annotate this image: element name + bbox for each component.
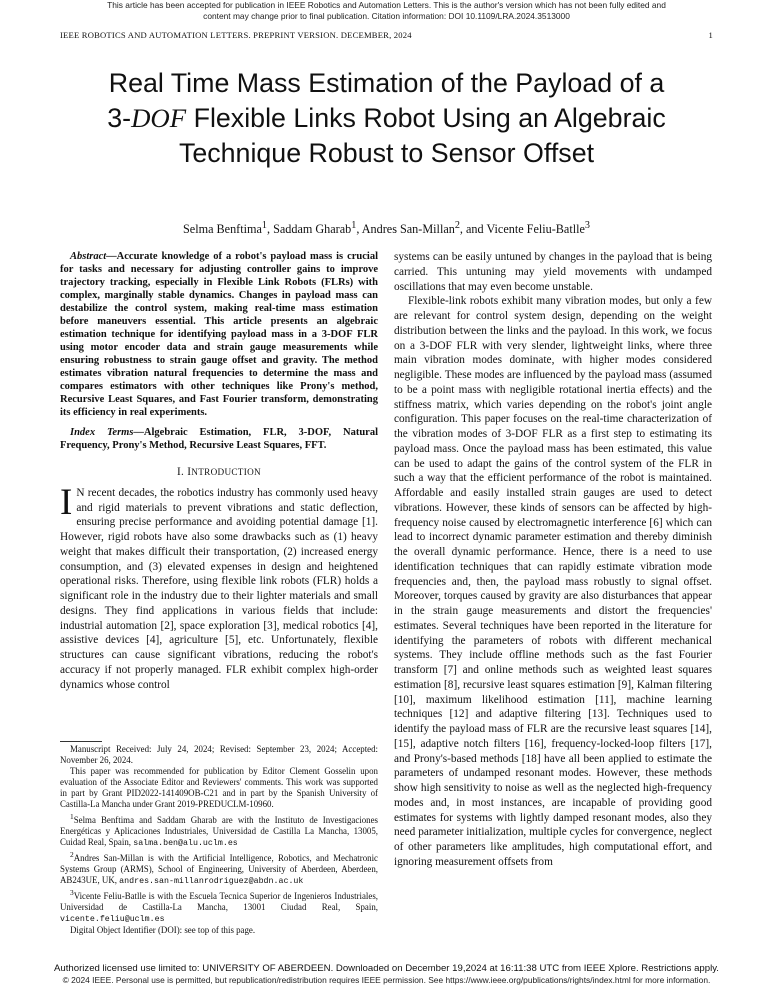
author-name: Vicente Feliu-Batlle [486, 222, 585, 237]
title-line-1: Real Time Mass Estimation of the Payload of a [108, 68, 665, 98]
paper-title [60, 66, 713, 171]
author-affiliation-mark: 2 [454, 220, 460, 231]
title-dof-math: DOF [131, 103, 187, 133]
drop-cap: I [60, 481, 73, 523]
author-list: Selma Benftima$^1$, Saddam Gharab$^1$, Andres San-Millan$^2$, and Vicente Feliu-Batlle$^3$ [183, 220, 590, 237]
footnote-doi: Digital Object Identifier (DOI): see top of this page. [70, 925, 256, 936]
author-affiliation-mark: 3 [584, 220, 590, 231]
footnotes [60, 744, 378, 936]
publication-notice [0, 0, 773, 22]
section-title-rest: NTRODUCTION [191, 467, 261, 477]
abstract-label: Abstract [70, 251, 107, 262]
footnote-mark: 1 [70, 811, 74, 821]
author-name: Andres San-Millan [361, 222, 455, 237]
running-head [60, 30, 713, 40]
title-line-2-prefix: 3- [107, 103, 132, 133]
affiliation-text: Andres San-Millan is with the Artificial Intelligence, Robotics, and Mechatronic Systems Group (ARMS), School of Engineering, University of Aberdeen, Aberdeen, AB243UE, UK, [60, 852, 378, 885]
index-terms-text: —Algebraic Estimation, FLR, 3-DOF, Natural Frequency, Prony's Method, Recursive Least Squares, FFT. [60, 427, 378, 451]
copyright-notice: © 2024 IEEE. Personal use is permitted, but republication/redistribution requires IEEE permission. See https://www.ieee.org/publications/rights/index.html for more information. [62, 975, 711, 985]
notice-line-2: content may change prior to final publication. Citation information: DOI 10.1109/LRA.2024.3513000 [203, 11, 570, 21]
author-name: Saddam Gharab [273, 222, 352, 237]
intro-paragraph [60, 481, 378, 693]
page-number: 1 [708, 30, 713, 40]
author-affiliation-mark: 1 [261, 220, 267, 231]
abstract-text: —Accurate knowledge of a robot's payload mass is crucial for tasks and necessary for adjusting controller gains to improve trajectory tracking, especially in Flexible Link Robots (FLRs) with complex, marginally stable dynamics. Changes in payload mass can destabilize the control system, making real-time mass estimation before maneuvers essential. This article presents an algebraic estimation technique for identifying payload mass in a 3-DOF FLR using motor encoder data and strain gauge measurements while ensuring robustness to strain gauge offset and gravity. The method estimates vibration natural frequencies to determine the mass and compares estimators with other techniques like Prony's method, Recursive Least Squares, and Fast Fourier transform, demonstrating its efficiency in real experiments. [60, 251, 378, 418]
footnote-rule [60, 741, 102, 742]
footnote-received: Manuscript Received: July 24, 2024; Revised: September 23, 2024; Accepted: November 26, 2024. [60, 744, 378, 766]
email-address[interactable]: salma.ben@alu.uclm.es [133, 838, 238, 848]
section-title-initial: I [187, 466, 192, 478]
footnote-affiliation-1 [60, 811, 378, 849]
title-line-2 [60, 101, 713, 136]
license-notice: Authorized licensed use limited to: UNIVERSITY OF ABERDEEN. Downloaded on December 19,2024 at 16:11:38 UTC from IEEE Xplore. Restrictions apply. [54, 963, 719, 974]
index-terms [60, 426, 378, 452]
intro-continuation: systems can be easily untuned by changes in the payload that is being carried. This untuning may yield movements with undamped oscillations that may even become unstable. [394, 251, 712, 293]
notice-line-1: This article has been accepted for publication in IEEE Robotics and Automation Letters. This is the author's version which has not been fully edited and [107, 0, 666, 10]
author-affiliation-mark: 1 [351, 220, 357, 231]
footnote-recommended: This paper was recommended for publication by Editor Clement Gosselin upon evaluation of the Associate Editor and Reviewers' comments. This work was supported in part by Grant PID2022-141409OB-C21 and in part by the Spanish University of Castilla-La Mancha under Grant 2019-PREDUCLM-10960. [60, 766, 378, 810]
index-terms-label: Index Terms [70, 427, 134, 438]
footnote-mark: 2 [70, 849, 74, 859]
right-column [394, 250, 712, 870]
email-address[interactable]: andres.san-millanrodriguez@abdn.ac.uk [119, 876, 304, 886]
author-name: Selma Benftima [183, 222, 262, 237]
title-line-2-suffix: Flexible Links Robot Using an Algebraic [186, 103, 666, 133]
section-numeral: I. [177, 466, 188, 478]
intro-paragraph-2: Flexible-link robots exhibit many vibration modes, but only a few are relevant for control system design, depending on the weight distribution between the links and the payload. In this work, we focus on a 3-DOF FLR with very slender, lightweight links, where three main vibration modes dominate, with higher modes considered negligible. These modes are influenced by the payload mass (assumed to be a point mass with negligible rotational inertia effects) and the stiffness matrix, which varies depending on the robot's joint angle configuration. This paper focuses on the real-time characterization of the vibration modes of 3-DOF FLR as a first step to estimating its payload mass. Once the payload mass has been estimated, this value can be used to adapt the gains of the control system of the FLR in such a way that the efficient performance of the robot is maintained. Affordable and easily installed strain gauges are used to detect vibrations. However, these kinds of sensors can be affected by high-frequency noise caused by electromagnetic interference [6] which can lead to incorrect dynamic parameter estimation and thereby diminish the overall dynamic performance. Hence, there is a need to use identification techniques that can rapidly estimate vibration mode frequencies and, then, the payload mass robustly to signal offset. Moreover, torques caused by gravity are also disturbances that appear in the strain gauge measurements and distort the frequencies' estimates. Several techniques have been reported in the literature for identifying the parameters of robots with different mechanical systems. They include offline methods such as the fast Fourier transform [7] and online methods such as weighted least squares estimation [8], recursive least squares estimation [9], Kalman filtering [10], maximum likelihood estimation [11], machine learning techniques [12] and adaptive filtering [13]. Techniques used to identify the payload mass of FLR are the recursive least squares [14], [15], adaptive notch filters [16], frequency-locked-loop filters [17], and Prony's-based methods [18] have all been applied to estimate the parameters of undamped resonant modes. However, these methods show high sensitivity to noise as well as the neglected high-frequency modes and, in most instances, are incapable of providing good estimates for systems with lightly damped resonant modes, also they need parameter initialization, multiple cycles for convergence, neglect of other parameters like amplitudes, high computational effort, and ignoring measurement offsets from [394, 295, 712, 868]
left-column [60, 250, 378, 692]
section-heading-introduction [60, 465, 378, 480]
footnote-affiliation-2 [60, 849, 378, 887]
affiliation-text: Selma Benftima and Saddam Gharab are with the Instituto de Investigaciones Energéticas y Aplicaciones Industriales, Universidad de Castilla La Mancha, 13005, Cuidad Real, Spain, [60, 814, 378, 847]
title-line-3: Technique Robust to Sensor Offset [178, 138, 595, 168]
footnote-affiliation-3 [60, 887, 378, 925]
footnote-mark: 3 [70, 888, 74, 898]
abstract [60, 250, 378, 419]
email-address[interactable]: vicente.feliu@uclm.es [60, 915, 165, 925]
intro-left-text: N recent decades, the robotics industry has commonly used heavy and rigid materials to prevent vibrations and static deflection, ensuring precise performance and avoiding potential damage [1]. However, rigid robots have also some drawbacks such as (1) heavy weight that makes difficult their transportation, (2) increased energy consumption, and (3) elevated expenses in design and heightened operational risks. Therefore, using flexible link robots (FLR) holds a significant role in the industry due to their lighter materials and small designs. They find applications in various fields that include: industrial automation [2], space exploration [3], medical robotics [4], assistive devices [4], agriculture [5], etc. Unfortunately, flexible structures can cause significant vibrations, reducing the robot's accuracy if not properly managed. FLR exhibit complex high-order dynamics whose control [60, 486, 378, 691]
affiliation-text: Vicente Feliu-Batlle is with the Escuela Tecnica Superior de Ingenieros Industriales, Universidad de Castilla-La Mancha, 13001 Ciudad Real, Spain, [60, 891, 378, 913]
journal-name: IEEE ROBOTICS AND AUTOMATION LETTERS. PREPRINT VERSION. DECEMBER, 2024 [60, 30, 412, 40]
